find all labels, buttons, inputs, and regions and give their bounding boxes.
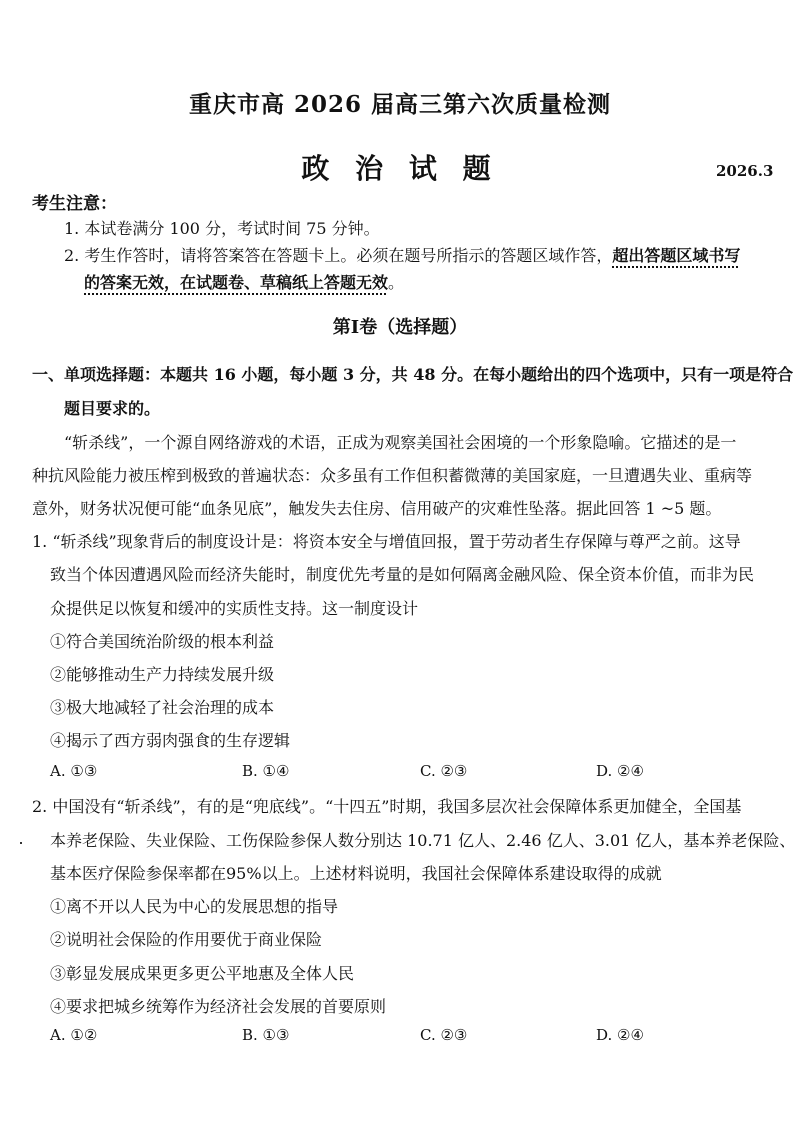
notice-item-2-text: 2. 考生作答时，请将答案答在答题卡上。必须在题号所指示的答题区域作答， — [64, 246, 613, 265]
notice-item-2-emphasis: 超出答题区域书写 — [612, 246, 741, 265]
exam-date: 2026.3 — [716, 162, 774, 180]
question-1-option-d: D. ②④ — [596, 762, 644, 780]
notice-item-2 — [64, 246, 740, 266]
question-1-option-a: A. ①③ — [50, 762, 98, 780]
question-1-stem-line-3: 众提供足以恢复和缓冲的实质性支持。这一制度设计 — [50, 599, 419, 618]
notice-item-2-emphasis-cont: 的答案无效，在试题卷、草稿纸上答题无效 — [84, 273, 389, 292]
question-1-stem-line-1: 1. “斩杀线”现象背后的制度设计是：将资本安全与增值回报，置于劳动者生存保障与尊严之前。这导 — [32, 532, 741, 551]
question-2-statement-2: ②说明社会保险的作用要优于商业保险 — [50, 930, 323, 949]
question-1-statement-1: ①符合美国统治阶级的根本利益 — [50, 632, 275, 651]
scan-speck — [20, 842, 22, 844]
question-2-stem-line-3: 基本医疗保险参保率都在95%以上。上述材料说明，我国社会保障体系建设取得的成就 — [50, 864, 662, 883]
question-2-option-d: D. ②④ — [596, 1026, 644, 1044]
material-line-3: 意外，财务状况便可能“血条见底”，触发失去住房、信用破产的灾难性坠落。据此回答 1 ~5 题。 — [32, 499, 722, 518]
exam-title: 重庆市高 2026 届高三第六次质量检测 — [188, 91, 612, 118]
question-1-statement-3: ③极大地减轻了社会治理的成本 — [50, 698, 275, 717]
question-2-stem-line-1: 2. 中国没有“斩杀线”，有的是“兜底线”。“十四五”时期，我国多层次社会保障体系更加健全，全国基 — [32, 797, 742, 816]
question-1-option-c: C. ②③ — [420, 762, 468, 780]
question-2-stem-line-2: 本养老保险、失业保险、工伤保险参保人数分别达 10.71 亿人、2.46 亿人、3.01 亿人，基本养老保险、 — [50, 831, 796, 850]
section-heading-cont: 题目要求的。 — [64, 399, 161, 418]
material-line-2: 种抗风险能力被压榨到极致的普遍状态：众多虽有工作但积蓄微薄的美国家庭，一旦遭遇失业、重病等 — [32, 466, 753, 485]
question-2-statement-4: ④要求把城乡统筹作为经济社会发展的首要原则 — [50, 997, 387, 1016]
question-1-statement-2: ②能够推动生产力持续发展升级 — [50, 665, 275, 684]
question-1-option-b: B. ①④ — [242, 762, 290, 780]
material-line-1: “斩杀线”，一个源自网络游戏的术语，正成为观察美国社会困境的一个形象隐喻。它描述的是一 — [64, 433, 737, 452]
question-2-option-b: B. ①③ — [242, 1026, 290, 1044]
section-heading: 一、单项选择题：本题共 16 小题，每小题 3 分，共 48 分。在每小题给出的四个选项中，只有一项是符合 — [32, 365, 794, 384]
subject-title: 政 治 试 题 — [301, 152, 499, 185]
question-2-statement-3: ③彰显发展成果更多更公平地惠及全体人民 — [50, 964, 355, 983]
question-1-stem-line-2: 致当个体因遭遇风险而经济失能时，制度优先考量的是如何隔离金融风险、保全资本价值，而非为民 — [50, 565, 755, 584]
notice-item-1: 1. 本试卷满分 100 分，考试时间 75 分钟。 — [64, 219, 380, 238]
notice-item-2-cont — [84, 273, 404, 293]
notice-heading: 考生注意： — [32, 194, 117, 214]
question-1-statement-4: ④揭示了西方弱肉强食的生存逻辑 — [50, 731, 291, 750]
question-2-option-c: C. ②③ — [420, 1026, 468, 1044]
notice-item-2-end: 。 — [388, 273, 405, 292]
question-2-option-a: A. ①② — [50, 1026, 98, 1044]
volume-title: 第Ⅰ卷（选择题） — [332, 317, 468, 338]
question-2-statement-1: ①离不开以人民为中心的发展思想的指导 — [50, 897, 339, 916]
